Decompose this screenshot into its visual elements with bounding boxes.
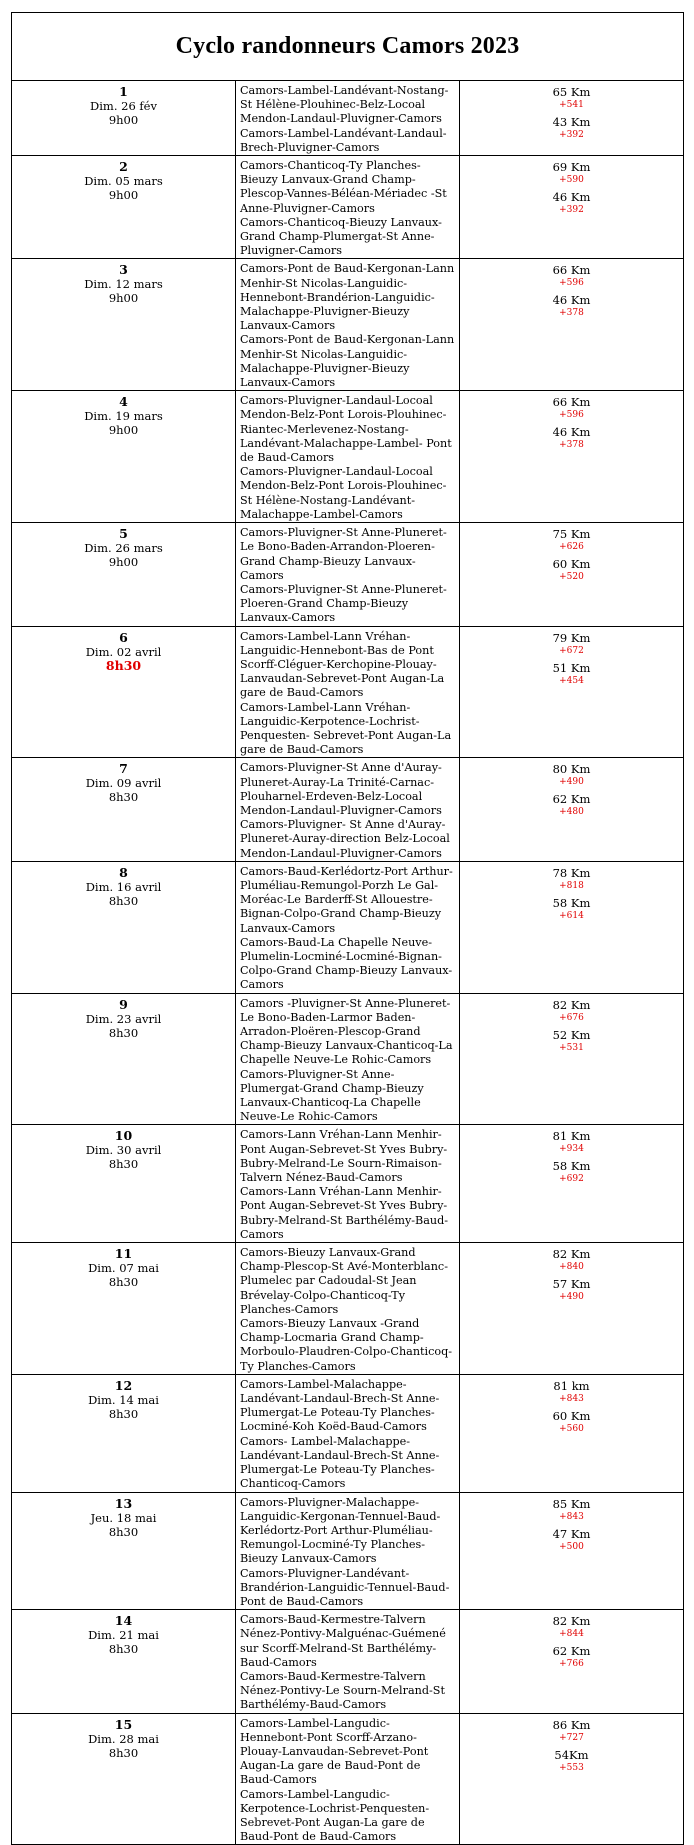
short-route: Camors-Lambel-Lann Vréhan-Languidic-Kerpotence-Lochrist-Penquesten- Sebrevet-Pont Augan-La gare de Baud-Camors (240, 700, 452, 757)
ride-routes-cell (236, 1374, 460, 1492)
long-route: Camors-Lambel-Lann Vréhan-Languidic-Hennebont-Bas de Pont Scorff-Cléguer-Kerchopine-Plouay-Lanvaudan-Sebrevet-Pont Augan-La gare de Baud-Camors (240, 629, 445, 700)
distance-km: 81 km (553, 1378, 590, 1393)
ride-date: Dim. 26 mars (84, 541, 163, 556)
ride-number: 7 (119, 761, 128, 777)
short-route: Camors-Pluvigner-Landévant-Brandérion-Languidic-Tennuel-Baud-Pont de Baud-Camors (240, 1566, 450, 1608)
ride-date-cell (12, 993, 236, 1125)
elevation-gain: +614 (559, 910, 584, 921)
elevation-gain: +596 (559, 278, 584, 289)
distance-km: 43 Km (552, 115, 591, 129)
ride-row (12, 1492, 684, 1610)
short-route: Camors-Lambel-Langudic-Kerpotence-Lochrist-Penquesten- Sebrevet-Pont Augan-La gare de Baud-Pont de Baud-Camors (240, 1787, 430, 1844)
ride-date-cell (12, 758, 236, 861)
short-route: Camors-Lambel-Landévant-Landaul-Brech-Pluvigner-Camors (240, 126, 447, 154)
ride-routes-cell (236, 523, 460, 626)
distance-km: 86 Km (552, 1717, 591, 1732)
ride-row (12, 993, 684, 1125)
ride-time: 8h30 (108, 1524, 139, 1539)
distance-km: 82 Km (552, 997, 591, 1012)
ride-row (12, 1374, 684, 1492)
elevation-gain: +541 (559, 100, 584, 110)
distance-km: 54Km (554, 1747, 589, 1762)
ride-time: 8h30 (108, 1025, 139, 1040)
distance-km: 58 Km (552, 1159, 591, 1174)
long-route: Camors-Pluvigner-St Anne d'Auray-Pluneret-Auray-La Trinité-Carnac-Plouharnel-Erdeven-Belz-Locoal Mendon-Landaul-Pluvigner-Camors (240, 761, 442, 817)
ride-distance-cell (460, 1243, 684, 1375)
ride-row (12, 626, 684, 758)
ride-date-cell (12, 1713, 236, 1845)
ride-routes-cell (236, 626, 460, 758)
title-row (12, 13, 684, 81)
short-route: Camors-Baud-Kermestre-Talvern Nénez-Pontivy-Le Sourn-Melrand-St Barthélémy-Baud-Camors (240, 1669, 445, 1712)
elevation-gain: +392 (559, 130, 584, 140)
distance-km: 82 Km (552, 1247, 591, 1262)
distance-km: 79 Km (552, 630, 591, 645)
long-route: Camors-Lann Vréhan-Lann Menhir-Pont Augan-Sebrevet-St Yves Bubry-Bubry-Melrand-Le Sourn-Rimaison-Talvern Nénez-Baud-Camors (240, 1128, 448, 1185)
ride-time: 8h30 (105, 657, 142, 673)
ride-date-cell (12, 1610, 236, 1713)
elevation-gain: +480 (559, 807, 584, 818)
ride-date-cell (12, 259, 236, 391)
elevation-gain: +843 (559, 1393, 584, 1404)
ride-date: Dim. 14 mai (88, 1392, 159, 1407)
ride-date-cell (12, 1243, 236, 1375)
ride-distance-cell (460, 156, 684, 259)
short-route: Camors- Lambel-Malachappe-Landévant-Landaul-Brech-St Anne-Plumergat-Le Poteau-Ty Planches-Chanticoq-Camors (240, 1434, 440, 1491)
ride-routes-cell (236, 1492, 460, 1610)
ride-routes-cell (236, 1610, 460, 1713)
short-route: Camors-Baud-La Chapelle Neuve-Plumelin-Locminé-Locminé-Bignan-Colpo-Grand Champ-Bieuzy Lanvaux-Camors (240, 935, 453, 992)
short-route: Camors-Lann Vréhan-Lann Menhir-Pont Augan-Sebrevet-St Yves Bubry-Bubry-Melrand-St Barthélémy-Baud-Camors (240, 1185, 449, 1241)
short-route: Camors-Bieuzy Lanvaux -Grand Champ-Locmaria Grand Champ-Morboulo-Plaudren-Colpo-Chanticoq-Ty Planches-Camors (240, 1317, 453, 1373)
schedule-table (11, 12, 684, 1845)
ride-time: 9h00 (108, 423, 139, 438)
ride-row (12, 156, 684, 259)
elevation-gain: +844 (559, 1629, 584, 1640)
elevation-gain: +553 (559, 1762, 584, 1773)
ride-date: Dim. 07 mai (88, 1261, 159, 1276)
distance-km: 80 Km (552, 762, 591, 777)
ride-time: 9h00 (108, 188, 139, 203)
ride-row (12, 861, 684, 993)
ride-number: 14 (114, 1613, 133, 1629)
distance-km: 78 Km (552, 865, 591, 880)
distance-km: 65 Km (552, 85, 591, 99)
ride-routes-cell (236, 1125, 460, 1243)
short-route: Camors-Pluvigner-Landaul-Locoal Mendon-Belz-Pont Lorois-Plouhinec-St Hélène-Nostang-Landévant-Malachappe-Lambel-Camors (240, 465, 447, 521)
ride-number: 5 (119, 526, 128, 542)
ride-row (12, 1243, 684, 1375)
elevation-gain: +454 (559, 675, 584, 686)
ride-time: 8h30 (108, 790, 139, 805)
distance-km: 60 Km (552, 1408, 591, 1423)
elevation-gain: +590 (559, 175, 584, 186)
elevation-gain: +500 (559, 1541, 584, 1552)
ride-routes-cell (236, 259, 460, 391)
elevation-gain: +843 (559, 1511, 584, 1522)
ride-time: 8h30 (108, 1406, 139, 1421)
ride-date: Dim. 09 avril (85, 776, 162, 791)
ride-time: 8h30 (108, 1275, 139, 1290)
elevation-gain: +766 (559, 1659, 584, 1670)
ride-date: Dim. 16 avril (85, 879, 162, 894)
short-route: Camors-Pluvigner-St Anne-Pluneret-Ploeren-Grand Champ-Bieuzy Lanvaux-Camors (240, 582, 447, 625)
elevation-gain: +392 (559, 205, 584, 216)
elevation-gain: +520 (559, 572, 584, 583)
ride-distance-cell (460, 758, 684, 861)
ride-row (12, 259, 684, 391)
ride-row (12, 391, 684, 523)
distance-km: 57 Km (552, 1277, 591, 1292)
ride-number: 9 (119, 996, 128, 1012)
ride-time: 8h30 (108, 893, 139, 908)
ride-distance-cell (460, 1125, 684, 1243)
ride-date-cell (12, 391, 236, 523)
ride-date: Jeu. 18 mai (90, 1510, 157, 1525)
ride-date: Dim. 26 fév (90, 99, 157, 113)
ride-date: Dim. 05 mars (84, 174, 163, 189)
ride-date: Dim. 23 avril (85, 1011, 162, 1026)
ride-distance-cell (460, 1610, 684, 1713)
elevation-gain: +531 (559, 1042, 584, 1053)
short-route: Camors-Chanticoq-Bieuzy Lanvaux-Grand Champ-Plumergat-St Anne-Pluvigner-Camors (240, 215, 442, 258)
title-cell (12, 13, 684, 81)
long-route: Camors-Pont de Baud-Kergonan-Lann Menhir-St Nicolas-Languidic-Hennebont-Brandérion-Languidic-Malachappe-Pluvigner-Bieuzy Lanvaux-Camors (240, 262, 455, 333)
short-route: Camors-Pont de Baud-Kergonan-Lann Menhir-St Nicolas-Languidic-Malachappe-Pluvigner-Bieuzy Lanvaux-Camors (240, 333, 455, 390)
ride-distance-cell (460, 1713, 684, 1845)
ride-routes-cell (236, 1243, 460, 1375)
ride-routes-cell (236, 758, 460, 861)
ride-number: 2 (119, 159, 128, 175)
ride-date-cell (12, 1125, 236, 1243)
ride-row (12, 1125, 684, 1243)
long-route: Camors -Pluvigner-St Anne-Pluneret-Le Bono-Baden-Larmor Baden-Arradon-Ploëren-Plescop-Grand Champ-Bieuzy Lanvaux-Chanticoq-La Chapelle Neuve-Le Rohic-Camors (240, 996, 453, 1067)
ride-row (12, 1610, 684, 1713)
ride-date: Dim. 02 avril (85, 644, 162, 659)
distance-km: 66 Km (552, 395, 591, 410)
distance-km: 69 Km (552, 160, 591, 175)
long-route: Camors-Lambel-Landévant-Nostang-St Hélène-Plouhinec-Belz-Locoal Mendon-Landaul-Pluvigner-Camors (240, 84, 449, 126)
ride-distance-cell (460, 523, 684, 626)
ride-row (12, 758, 684, 861)
ride-date-cell (12, 523, 236, 626)
elevation-gain: +934 (559, 1144, 584, 1155)
ride-row (12, 1713, 684, 1845)
distance-km: 62 Km (552, 792, 591, 807)
distance-km: 58 Km (552, 895, 591, 910)
ride-time: 9h00 (108, 555, 139, 570)
elevation-gain: +727 (559, 1732, 584, 1743)
ride-date-cell (12, 81, 236, 156)
ride-date: Dim. 21 mai (88, 1628, 159, 1643)
page-title: Cyclo randonneurs Camors 2023 (175, 33, 520, 59)
ride-routes-cell (236, 993, 460, 1125)
distance-km: 60 Km (552, 557, 591, 572)
long-route: Camors-Chanticoq-Ty Planches-Bieuzy Lanvaux-Grand Champ-Plescop-Vannes-Béléan-Mériadec -St Anne-Pluvigner-Camors (240, 159, 447, 215)
ride-routes-cell (236, 861, 460, 993)
ride-number: 12 (114, 1377, 133, 1393)
ride-number: 8 (119, 864, 128, 880)
ride-number: 3 (119, 262, 128, 278)
distance-km: 46 Km (552, 425, 591, 440)
ride-distance-cell (460, 626, 684, 758)
ride-distance-cell (460, 259, 684, 391)
ride-time: 8h30 (108, 1642, 139, 1657)
distance-km: 46 Km (552, 293, 591, 308)
distance-km: 46 Km (552, 190, 591, 205)
short-route: Camors-Pluvigner-St Anne-Plumergat-Grand Champ-Bieuzy Lanvaux-Chanticoq-La Chapelle Neuve-Le Rohic-Camors (240, 1067, 424, 1124)
long-route: Camors-Pluvigner-Malachappe-Languidic-Kergonan-Tennuel-Baud-Kerlédortz-Port Arthur-Pluméliau-Remungol-Locminé-Ty Planches-Bieuzy Lanvaux-Camors (240, 1495, 441, 1566)
elevation-gain: +560 (559, 1423, 584, 1434)
ride-date-cell (12, 861, 236, 993)
ride-number: 11 (114, 1246, 133, 1262)
ride-date-cell (12, 1374, 236, 1492)
ride-distance-cell (460, 391, 684, 523)
ride-date: Dim. 12 mars (84, 277, 163, 292)
elevation-gain: +840 (559, 1262, 584, 1273)
elevation-gain: +818 (559, 880, 584, 891)
ride-distance-cell (460, 993, 684, 1125)
elevation-gain: +626 (559, 542, 584, 553)
elevation-gain: +378 (559, 440, 584, 451)
ride-number: 15 (114, 1716, 133, 1732)
distance-km: 52 Km (552, 1027, 591, 1042)
elevation-gain: +676 (559, 1012, 584, 1023)
elevation-gain: +692 (559, 1174, 584, 1185)
distance-km: 75 Km (552, 527, 591, 542)
ride-distance-cell (460, 81, 684, 156)
ride-time: 8h30 (108, 1745, 139, 1760)
long-route: Camors-Baud-Kermestre-Talvern Nénez-Pontivy-Malguénac-Guémené sur Scorff-Melrand-St Barthélémy-Baud-Camors (240, 1613, 446, 1669)
schedule-sheet (11, 12, 684, 1845)
ride-routes-cell (236, 1713, 460, 1845)
elevation-gain: +378 (559, 308, 584, 319)
distance-km: 82 Km (552, 1614, 591, 1629)
elevation-gain: +672 (559, 645, 584, 656)
distance-km: 81 Km (552, 1129, 591, 1144)
ride-time: 8h30 (108, 1157, 139, 1172)
ride-routes-cell (236, 81, 460, 156)
ride-row (12, 523, 684, 626)
ride-date: Dim. 28 mai (88, 1731, 159, 1746)
ride-number: 10 (114, 1128, 133, 1144)
ride-number: 4 (119, 394, 128, 410)
ride-distance-cell (460, 861, 684, 993)
distance-km: 47 Km (552, 1526, 591, 1541)
ride-number: 13 (114, 1495, 133, 1511)
elevation-gain: +490 (559, 777, 584, 788)
elevation-gain: +596 (559, 410, 584, 421)
ride-routes-cell (236, 391, 460, 523)
ride-date-cell (12, 626, 236, 758)
ride-date: Dim. 30 avril (85, 1143, 162, 1158)
long-route: Camors-Pluvigner-St Anne-Pluneret-Le Bono-Baden-Arrandon-Ploeren-Grand Champ-Bieuzy Lanvaux-Camors (240, 526, 447, 582)
distance-km: 51 Km (552, 660, 591, 675)
distance-km: 66 Km (552, 263, 591, 278)
long-route: Camors-Lambel-Malachappe-Landévant-Landaul-Brech-St Anne-Plumergat-Le Poteau-Ty Planches-Locminé-Koh Koëd-Baud-Camors (240, 1377, 440, 1434)
ride-number: 1 (119, 84, 128, 99)
elevation-gain: +490 (559, 1292, 584, 1303)
ride-date-cell (12, 156, 236, 259)
ride-date: Dim. 19 mars (84, 409, 163, 424)
distance-km: 62 Km (552, 1644, 591, 1659)
long-route: Camors-Baud-Kerlédortz-Port Arthur-Pluméliau-Remungol-Porzh Le Gal-Moréac-Le Barderff-St Allouestre-Bignan-Colpo-Grand Champ-Bieuzy Lanvaux-Camors (240, 864, 453, 935)
distance-km: 85 Km (552, 1496, 591, 1511)
long-route: Camors-Pluvigner-Landaul-Locoal Mendon-Belz-Pont Lorois-Plouhinec-Riantec-Merlevenez-Nostang-Landévant-Malachappe-Lambel- Pont de Baud-Camors (240, 394, 452, 465)
ride-date-cell (12, 1492, 236, 1610)
ride-row (12, 81, 684, 156)
long-route: Camors-Lambel-Langudic-Hennebont-Pont Scorff-Arzano-Plouay-Lanvaudan-Sebrevet-Pont Augan-La gare de Baud-Pont de Baud-Camors (240, 1716, 429, 1787)
ride-number: 6 (119, 629, 128, 645)
ride-distance-cell (460, 1492, 684, 1610)
short-route: Camors-Pluvigner- St Anne d'Auray-Pluneret-Auray-direction Belz-Locoal Mendon-Landaul-Pluvigner-Camors (240, 818, 450, 860)
ride-distance-cell (460, 1374, 684, 1492)
long-route: Camors-Bieuzy Lanvaux-Grand Champ-Plescop-St Avé-Monterblanc-Plumelec par Cadoudal-St Jean Brévelay-Colpo-Chanticoq-Ty Planches-Camors (240, 1246, 448, 1316)
ride-routes-cell (236, 156, 460, 259)
ride-time: 9h00 (108, 291, 139, 306)
ride-time: 9h00 (108, 113, 139, 127)
